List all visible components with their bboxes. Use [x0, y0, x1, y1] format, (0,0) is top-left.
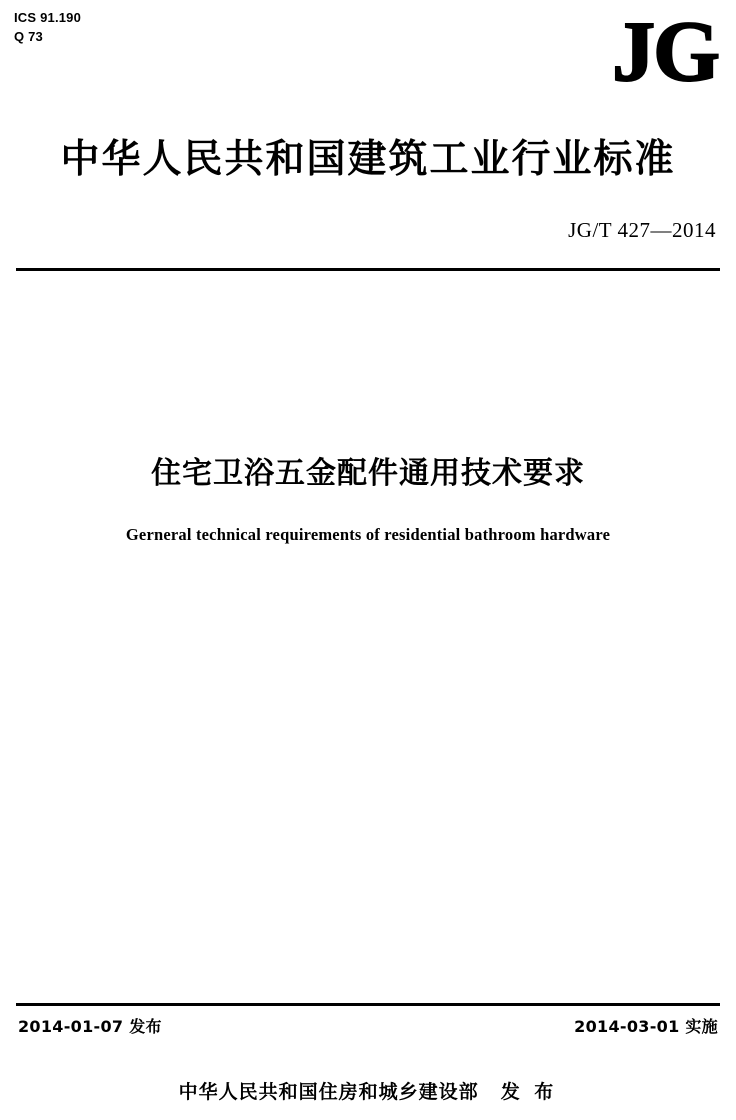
divider-bottom: [16, 1003, 720, 1006]
effective-date: 2014-03-01 实施: [574, 1017, 718, 1036]
ics-code: ICS 91.190: [14, 10, 82, 25]
standard-organization-title: 中华人民共和国建筑工业行业标准: [60, 137, 676, 182]
jg-logo: JG: [612, 3, 718, 99]
divider-top: [16, 268, 720, 271]
standard-number: JG/T 427—2014: [568, 218, 716, 242]
issue-date: 2014-01-07 发布: [18, 1017, 162, 1036]
ics-classification-block: [14, 8, 81, 46]
document-title-chinese: 住宅卫浴五金配件通用技术要求: [151, 456, 585, 491]
publisher-name: 中华人民共和国住房和城乡建设部: [178, 1081, 479, 1103]
classification-code: Q 73: [14, 29, 43, 44]
document-title-english: Gerneral technical requirements of residential bathroom hardware: [125, 525, 611, 544]
publisher-verb: 发 布: [500, 1081, 558, 1103]
publisher-line: [0, 1077, 736, 1104]
